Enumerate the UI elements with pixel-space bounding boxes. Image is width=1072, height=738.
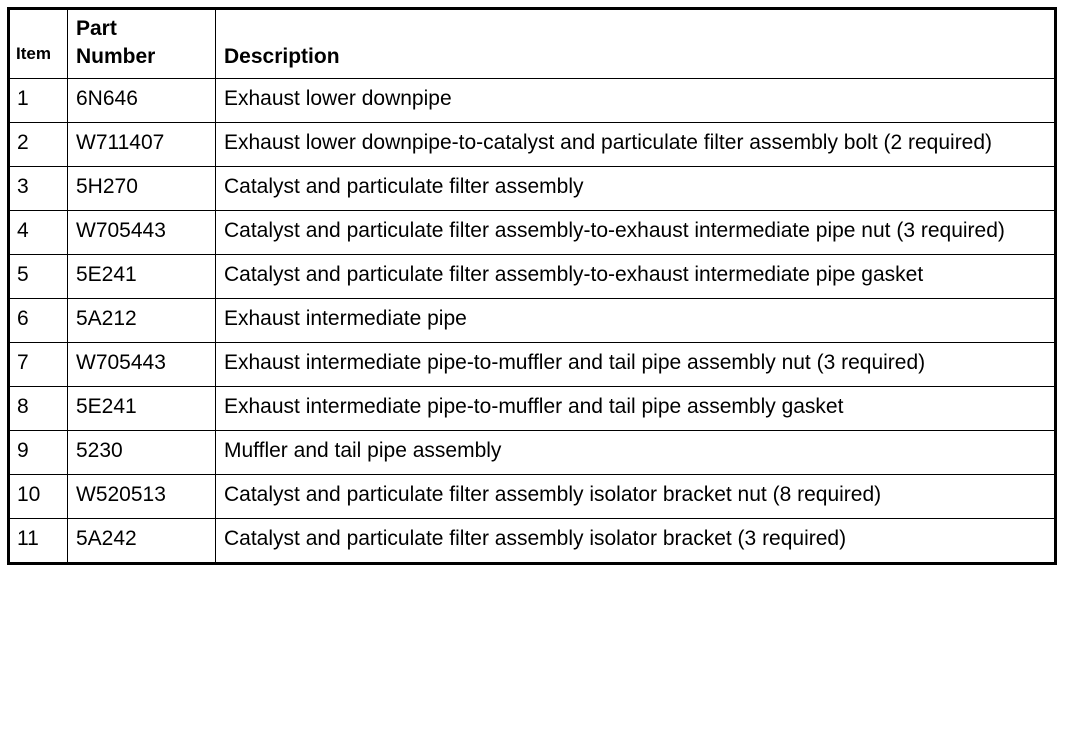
part-number-cell: 5H270	[68, 167, 216, 211]
description-cell: Catalyst and particulate filter assembly isolator bracket nut (8 required)	[216, 475, 1056, 519]
table-row	[9, 79, 1056, 123]
item-cell: 1	[9, 79, 68, 123]
part-number-cell: 6N646	[68, 79, 216, 123]
item-cell: 4	[9, 211, 68, 255]
item-cell: 7	[9, 343, 68, 387]
header-part-number-label: Part Number	[76, 17, 156, 68]
part-number-cell: 5230	[68, 431, 216, 475]
table-row	[9, 123, 1056, 167]
header-description: Description	[216, 9, 1056, 79]
description-cell: Catalyst and particulate filter assembly-to-exhaust intermediate pipe gasket	[216, 255, 1056, 299]
description-cell: Catalyst and particulate filter assembly isolator bracket (3 required)	[216, 519, 1056, 564]
table-row	[9, 431, 1056, 475]
description-cell: Exhaust intermediate pipe	[216, 299, 1056, 343]
header-part-number	[68, 9, 216, 79]
part-number-cell: 5A212	[68, 299, 216, 343]
item-cell: 9	[9, 431, 68, 475]
item-cell: 10	[9, 475, 68, 519]
table-row	[9, 299, 1056, 343]
table-body	[9, 79, 1056, 564]
part-number-cell: W705443	[68, 211, 216, 255]
part-number-cell: W711407	[68, 123, 216, 167]
part-number-cell: W520513	[68, 475, 216, 519]
item-cell: 3	[9, 167, 68, 211]
part-number-cell: 5E241	[68, 255, 216, 299]
table-header	[9, 9, 1056, 79]
part-number-cell: 5A242	[68, 519, 216, 564]
part-number-cell: W705443	[68, 343, 216, 387]
table-row	[9, 387, 1056, 431]
parts-table	[7, 7, 1057, 565]
table-row	[9, 519, 1056, 564]
header-item: Item	[9, 9, 68, 79]
part-number-cell: 5E241	[68, 387, 216, 431]
header-row	[9, 9, 1056, 79]
description-cell: Catalyst and particulate filter assembly	[216, 167, 1056, 211]
item-cell: 8	[9, 387, 68, 431]
item-cell: 5	[9, 255, 68, 299]
table-row	[9, 255, 1056, 299]
table-row	[9, 475, 1056, 519]
description-cell: Exhaust lower downpipe-to-catalyst and particulate filter assembly bolt (2 required)	[216, 123, 1056, 167]
table-row	[9, 343, 1056, 387]
description-cell: Exhaust lower downpipe	[216, 79, 1056, 123]
description-cell: Exhaust intermediate pipe-to-muffler and tail pipe assembly nut (3 required)	[216, 343, 1056, 387]
item-cell: 2	[9, 123, 68, 167]
description-cell: Muffler and tail pipe assembly	[216, 431, 1056, 475]
table-row	[9, 211, 1056, 255]
table-row	[9, 167, 1056, 211]
item-cell: 6	[9, 299, 68, 343]
description-cell: Exhaust intermediate pipe-to-muffler and tail pipe assembly gasket	[216, 387, 1056, 431]
item-cell: 11	[9, 519, 68, 564]
description-cell: Catalyst and particulate filter assembly-to-exhaust intermediate pipe nut (3 required)	[216, 211, 1056, 255]
